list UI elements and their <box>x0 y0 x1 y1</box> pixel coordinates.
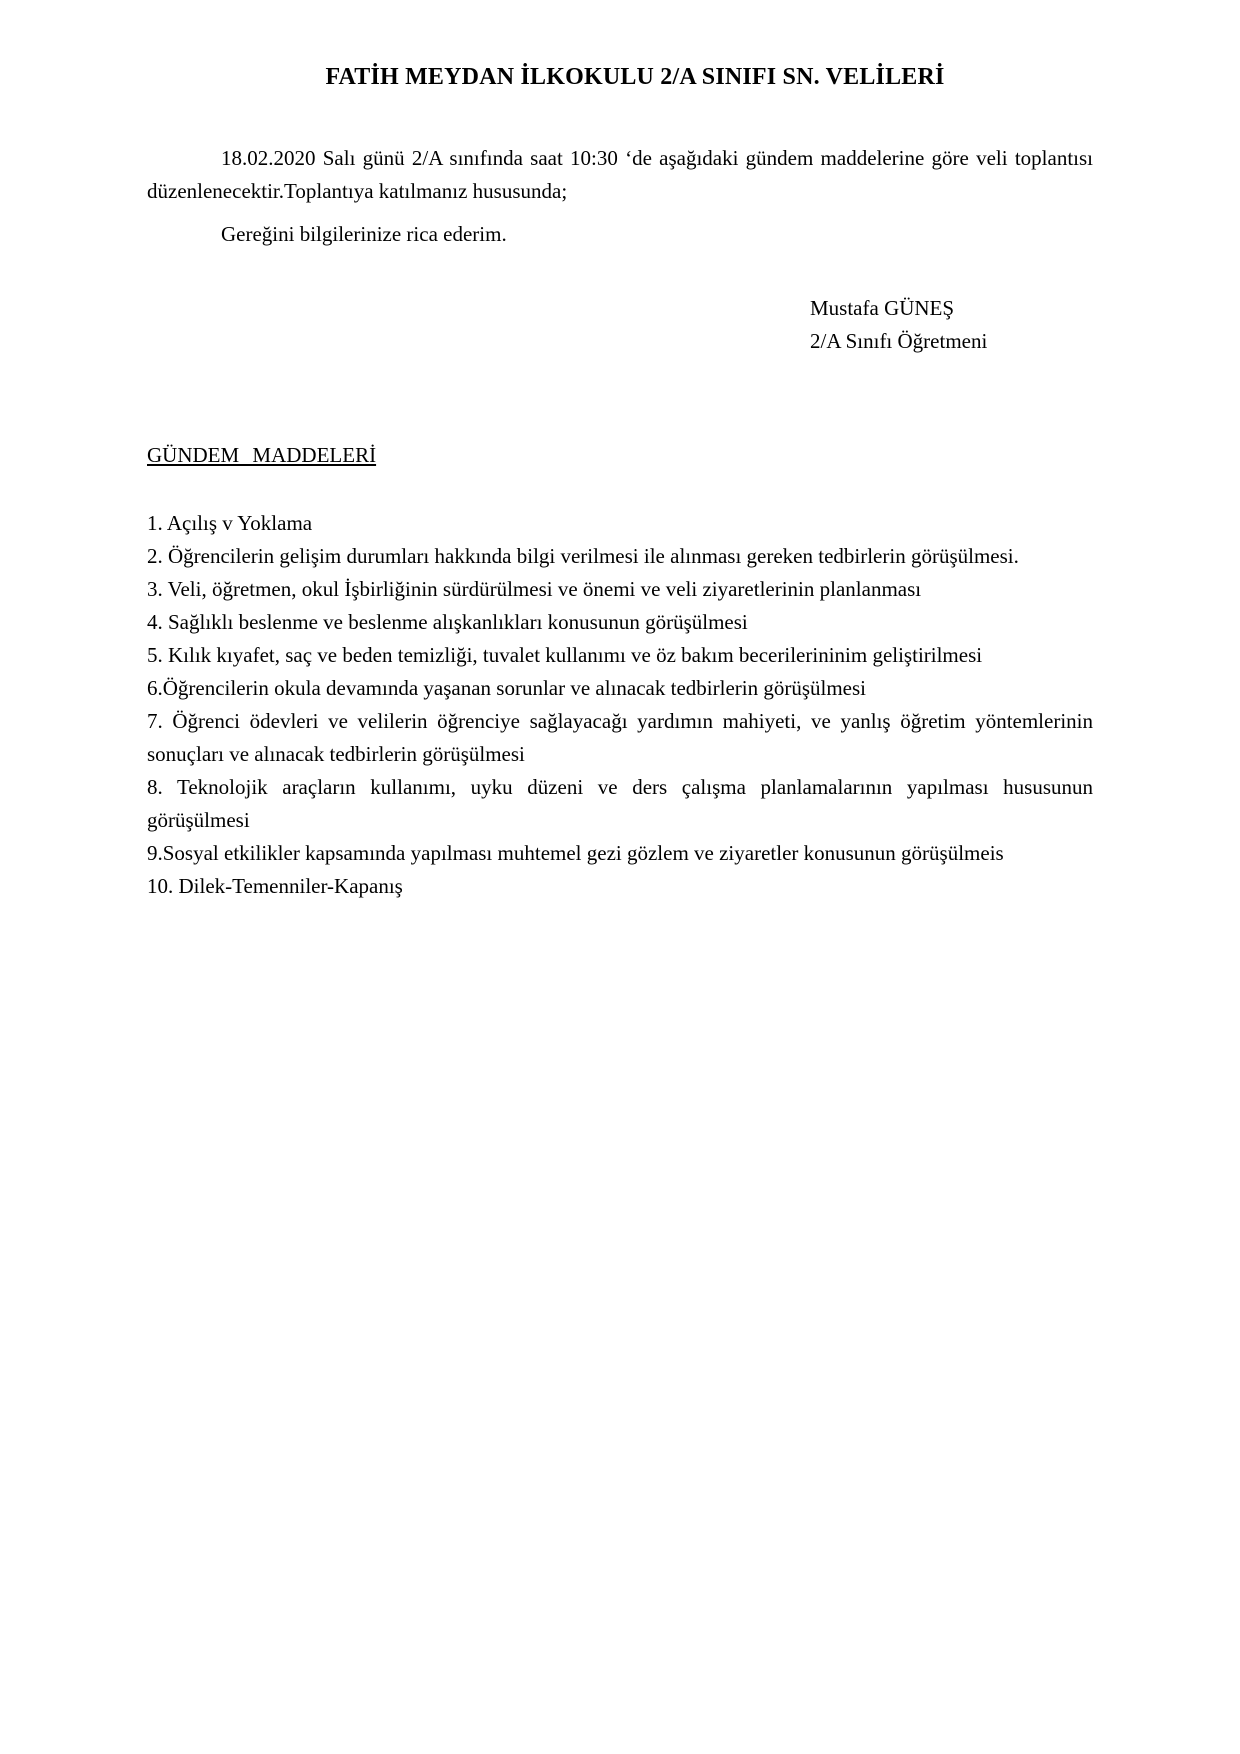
closing-line: Gereğini bilgilerinize rica ederim. <box>221 222 507 246</box>
agenda-item: 5. Kılık kıyafet, saç ve beden temizliği, tuvalet kullanımı ve öz bakım becerilerininim geliştirilmesi <box>147 643 983 667</box>
agenda-item: 8. Teknolojik araçların kullanımı, uyku düzeni ve ders çalışma planlamalarının yapılması hususunun görüşülmesi <box>147 775 1093 832</box>
agenda-item: 4. Sağlıklı beslenme ve beslenme alışkanlıkları konusunun görüşülmesi <box>147 610 748 634</box>
agenda-heading: GÜNDEM MADDELERİ <box>147 443 377 467</box>
agenda-item: 6.Öğrencilerin okula devamında yaşanan sorunlar ve alınacak tedbirlerin görüşülmesi <box>147 676 867 700</box>
agenda-list <box>147 507 1093 903</box>
agenda-item: 3. Veli, öğretmen, okul İşbirliğinin sürdürülmesi ve önemi ve veli ziyaretlerinin planlanması <box>147 577 922 601</box>
agenda-item: 9.Sosyal etkilikler kapsamında yapılması muhtemel gezi gözlem ve ziyaretler konusunun görüşülmeis <box>147 841 1004 865</box>
signature-block <box>810 292 987 358</box>
agenda-item: 2. Öğrencilerin gelişim durumları hakkında bilgi verilmesi ile alınması gereken tedbirlerin görüşülmesi. <box>147 544 1019 568</box>
intro-paragraph: 18.02.2020 Salı günü 2/A sınıfında saat 10:30 ‘de aşağıdaki gündem maddelerine göre veli toplantısı düzenlenecektir.Toplantıya katılmanız hususunda; <box>147 146 1093 203</box>
agenda-item: 10. Dilek-Temenniler-Kapanış <box>147 874 403 898</box>
signature-role: 2/A Sınıfı Öğretmeni <box>810 329 988 353</box>
agenda-item: 1. Açılış v Yoklama <box>147 511 313 535</box>
agenda-item: 7. Öğrenci ödevleri ve velilerin öğrenciye sağlayacağı yardımın mahiyeti, ve yanlış öğretim yöntemlerinin sonuçları ve alınacak tedbirlerin görüşülmesi <box>147 709 1093 766</box>
signature-name: Mustafa GÜNEŞ <box>810 296 955 320</box>
document-title: FATİH MEYDAN İLKOKULU 2/A SINIFI SN. VELİLERİ <box>325 64 945 90</box>
